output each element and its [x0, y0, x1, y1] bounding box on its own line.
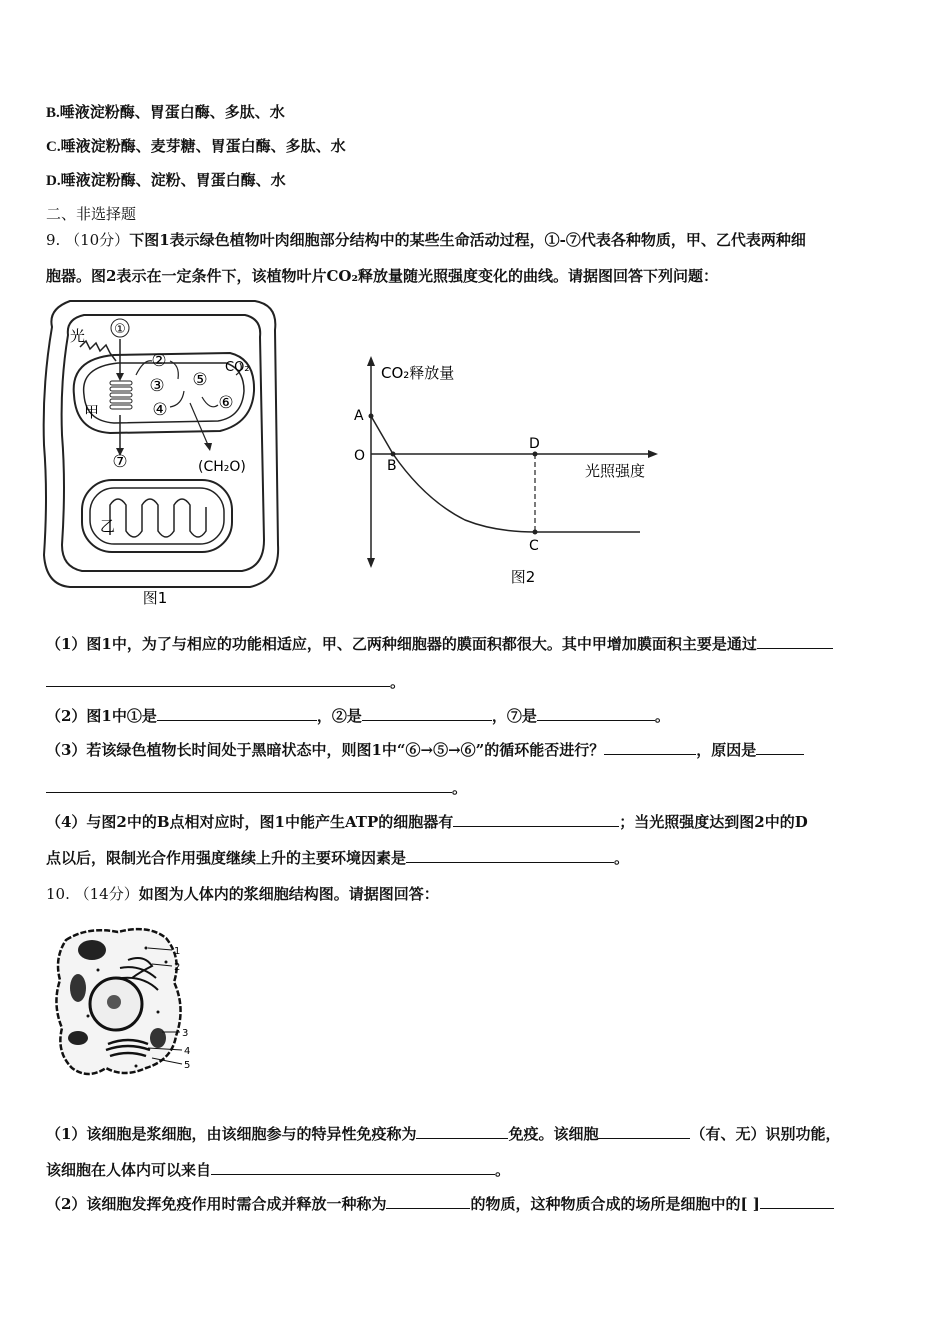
answer-blank[interactable] — [46, 672, 390, 687]
q10-sub1-text-b: 免疫。该细胞 — [508, 1125, 599, 1143]
q10-sub1-text-c: （有、无）识别功能， — [690, 1125, 841, 1143]
q9-sub4-text-c: 点以后，限制光合作用强度继续上升的主要环境因素是 — [46, 849, 407, 867]
answer-blank[interactable] — [157, 706, 317, 721]
thylakoid-grana — [110, 381, 132, 409]
q9-sub2-text-a: （2）图1中①是 — [46, 707, 157, 725]
light-label: 光 — [70, 327, 86, 345]
nucleolus — [107, 995, 121, 1009]
figure-1-caption: 图1 — [142, 589, 168, 607]
q9-sub3-line2 — [46, 778, 467, 798]
ch2o-label: (CH₂O) — [198, 459, 246, 475]
q9-sub4-text-b: ；当光照强度达到图2中的D — [619, 813, 808, 831]
q10-sub2-text-a: （2）该细胞发挥免疫作用时需合成并释放一种称为 — [46, 1195, 387, 1213]
q9-sub3-line1 — [46, 740, 804, 760]
q10-intro-text: 如图为人体内的浆细胞结构图。请据图回答： — [138, 885, 439, 903]
period: 。 — [654, 707, 670, 725]
mitochondrion-yi — [82, 480, 232, 552]
q9-sub4-line2 — [46, 848, 629, 868]
answer-blank[interactable] — [406, 848, 614, 863]
answer-blank[interactable] — [598, 1124, 690, 1139]
y-axis-label: CO₂释放量 — [381, 364, 455, 382]
period: 。 — [390, 673, 406, 691]
answer-blank[interactable] — [46, 778, 452, 793]
q10-sub1-text-d: 该细胞在人体内可以来自 — [46, 1161, 212, 1179]
answer-blank[interactable] — [453, 812, 619, 827]
q9-sub2-text-b: ，②是 — [316, 707, 362, 725]
q9-sub2-text-c: ，⑦是 — [491, 707, 537, 725]
figure-2-caption: 图2 — [510, 568, 536, 586]
answer-blank[interactable] — [362, 706, 492, 721]
period: 。 — [614, 849, 630, 867]
q9-intro-line2: 胞器。图2表示在一定条件下，该植物叶片CO₂释放量随光照强度变化的曲线。请据图回答下列问题： — [46, 267, 719, 285]
q9-sub1-text: （1）图1中，为了与相应的功能相适应，甲、乙两种细胞器的膜面积都很大。其中甲增加膜面积主要是通过 — [46, 635, 757, 653]
option-text: 唾液淀粉酶、胃蛋白酶、多肽、水 — [59, 103, 285, 121]
q9-points: （10分） — [65, 231, 130, 249]
label-2: ② — [151, 351, 167, 371]
label-6: ⑥ — [218, 393, 234, 413]
answer-blank[interactable] — [386, 1194, 470, 1209]
q9-intro-text: 下图1表示绿色植物叶肉细胞部分结构中的某些生命活动过程，①-⑦代表各种物质，甲、乙代表两种细 — [129, 231, 806, 249]
option-text: 唾液淀粉酶、淀粉、胃蛋白酶、水 — [60, 171, 286, 189]
q9-intro-line1 — [46, 230, 806, 250]
figure-1-leaf-cell — [40, 295, 290, 615]
q9-sub3-text-a: （3）若该绿色植物长时间处于黑暗状态中，则图1中“⑥→⑤→⑥”的循环能否进行？ — [46, 741, 605, 759]
answer-blank[interactable] — [760, 1194, 834, 1209]
diagram-label-2: 2 — [174, 962, 181, 973]
option-b — [46, 102, 285, 123]
jia-label: 甲 — [84, 403, 100, 421]
q10-sub2 — [46, 1194, 834, 1214]
option-d — [46, 170, 286, 191]
q10-sub1-line1 — [46, 1124, 840, 1144]
figure-2-co2-curve — [345, 350, 665, 600]
q9-sub4-line1 — [46, 812, 808, 832]
diagram-label-3: 3 — [182, 1028, 189, 1039]
x-axis-label: 光照强度 — [585, 462, 646, 480]
diagram-label-4: 4 — [184, 1046, 191, 1057]
section-title: 二、非选择题 — [46, 205, 137, 223]
q10-number: 10. — [46, 885, 70, 903]
diagram-label-1: 1 — [174, 946, 181, 957]
q9-sub4-text-a: （4）与图2中的B点相对应时，图1中能产生ATP的细胞器有 — [46, 813, 454, 831]
q10-intro — [46, 884, 439, 904]
q10-sub2-text-b: 的物质，这种物质合成的场所是细胞中的[ ] — [470, 1195, 760, 1213]
option-key: B. — [46, 105, 60, 121]
period: 。 — [495, 1161, 511, 1179]
point-b-label: B — [387, 458, 397, 474]
answer-blank[interactable] — [537, 706, 655, 721]
answer-blank[interactable] — [756, 740, 804, 755]
option-text: 唾液淀粉酶、麦芽糖、胃蛋白酶、多肽、水 — [60, 137, 346, 155]
co2-label: CO₂ — [225, 360, 250, 375]
q10-sub1-line2 — [46, 1160, 510, 1180]
answer-blank[interactable] — [211, 1160, 495, 1175]
period: 。 — [452, 779, 468, 797]
point-d-label: D — [529, 436, 540, 452]
yi-label: 乙 — [100, 517, 116, 535]
point-c-label: C — [529, 538, 539, 554]
label-4: ④ — [152, 400, 168, 420]
origin-label: O — [354, 448, 366, 464]
option-c — [46, 136, 346, 157]
option-key: C. — [46, 139, 61, 155]
q9-number: 9. — [46, 231, 61, 249]
answer-blank[interactable] — [757, 634, 833, 649]
q9-sub3-text-b: ，原因是 — [696, 741, 757, 759]
label-5: ⑤ — [192, 370, 208, 390]
answer-blank[interactable] — [604, 740, 696, 755]
diagram-label-5: 5 — [184, 1060, 191, 1071]
plasma-cell-diagram — [48, 918, 208, 1088]
q10-sub1-text-a: （1）该细胞是浆细胞，由该细胞参与的特异性免疫称为 — [46, 1125, 417, 1143]
q9-sub1-line1 — [46, 634, 833, 654]
q9-sub1-line2 — [46, 672, 405, 692]
q10-points: （14分） — [74, 885, 139, 903]
answer-blank[interactable] — [416, 1124, 508, 1139]
option-key: D. — [46, 173, 61, 189]
label-3: ③ — [149, 376, 165, 396]
label-7: ⑦ — [112, 452, 128, 472]
q9-sub2 — [46, 706, 670, 726]
label-1: ① — [114, 322, 126, 337]
point-a-label: A — [354, 408, 364, 424]
